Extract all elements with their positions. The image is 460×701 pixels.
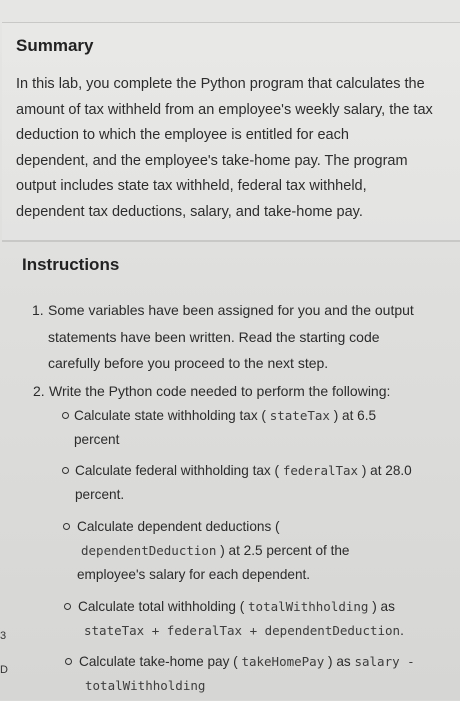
subitem-take-home-pay	[79, 650, 457, 698]
code-takehomepay: takeHomePay	[241, 654, 325, 669]
code-salary: salary -	[354, 654, 415, 669]
bullet-icon	[63, 523, 70, 530]
bullet-icon	[62, 412, 69, 419]
subitem-text: percent.	[75, 487, 125, 502]
subitem-dependent-deduction	[77, 515, 447, 587]
code-totalwithholding-ref: totalWithholding	[85, 678, 206, 693]
summary-line: amount of tax withheld from an employee's weekly salary, the tax	[16, 101, 433, 118]
code-statetax: stateTax	[269, 408, 330, 423]
subitem-text: ) as	[372, 599, 395, 614]
subitem-state-tax	[74, 404, 444, 452]
subitem-text: Calculate total withholding (	[78, 599, 245, 614]
summary-line: output includes state tax withheld, federal tax withheld,	[16, 178, 367, 195]
instruction-item-1	[32, 297, 437, 377]
item-text: Write the Python code needed to perform the following:	[49, 383, 391, 399]
subitem-text: employee's salary for each dependent.	[77, 567, 311, 582]
subitem-text: ) at 28.0	[361, 463, 412, 478]
edge-glyph: 3	[0, 630, 7, 642]
subitem-text: Calculate federal withholding tax (	[75, 463, 280, 478]
item-text-line: statements have been written. Read the starting code	[48, 328, 380, 345]
subitem-text: ) as	[328, 654, 351, 669]
code-federaltax: federalTax	[282, 463, 359, 478]
subitem-text: .	[400, 623, 404, 638]
subitem-total-withholding	[78, 595, 450, 643]
code-dependentdeduction: dependentDeduction	[81, 543, 217, 558]
subitem-text: Calculate take-home pay (	[79, 654, 238, 669]
subitem-text: percent	[74, 432, 120, 447]
bullet-icon	[64, 603, 71, 610]
summary-line: deduction to which the employee is entitled for each	[16, 127, 349, 144]
summary-paragraph	[16, 72, 452, 226]
bullet-icon	[65, 658, 72, 665]
edge-glyph: D	[0, 664, 8, 676]
subitem-text: ) at 6.5	[333, 408, 377, 423]
subitem-text: Calculate dependent deductions (	[77, 519, 280, 534]
summary-line: In this lab, you complete the Python program that calculates the	[16, 76, 425, 92]
bullet-icon	[62, 467, 69, 474]
summary-line: dependent tax deductions, salary, and take-home pay.	[16, 203, 363, 220]
instruction-item-2	[33, 380, 443, 402]
item-number: 2.	[33, 383, 45, 399]
summary-heading: Summary	[16, 36, 94, 55]
item-text-line: Some variables have been assigned for you and the output	[48, 302, 414, 318]
code-totalwithholding: totalWithholding	[248, 599, 369, 614]
summary-line: dependent, and the employee's take-home pay. The program	[16, 152, 408, 169]
item-text-line: carefully before you proceed to the next step.	[48, 355, 329, 371]
subitem-text: Calculate state withholding tax (	[74, 408, 266, 423]
subitem-federal-tax	[75, 459, 450, 507]
instructions-heading: Instructions	[22, 255, 120, 274]
subitem-text: ) at 2.5 percent of the	[220, 543, 350, 558]
code-withholding-formula: stateTax + federalTax + dependentDeduction	[84, 623, 401, 638]
item-number: 1.	[32, 302, 44, 318]
